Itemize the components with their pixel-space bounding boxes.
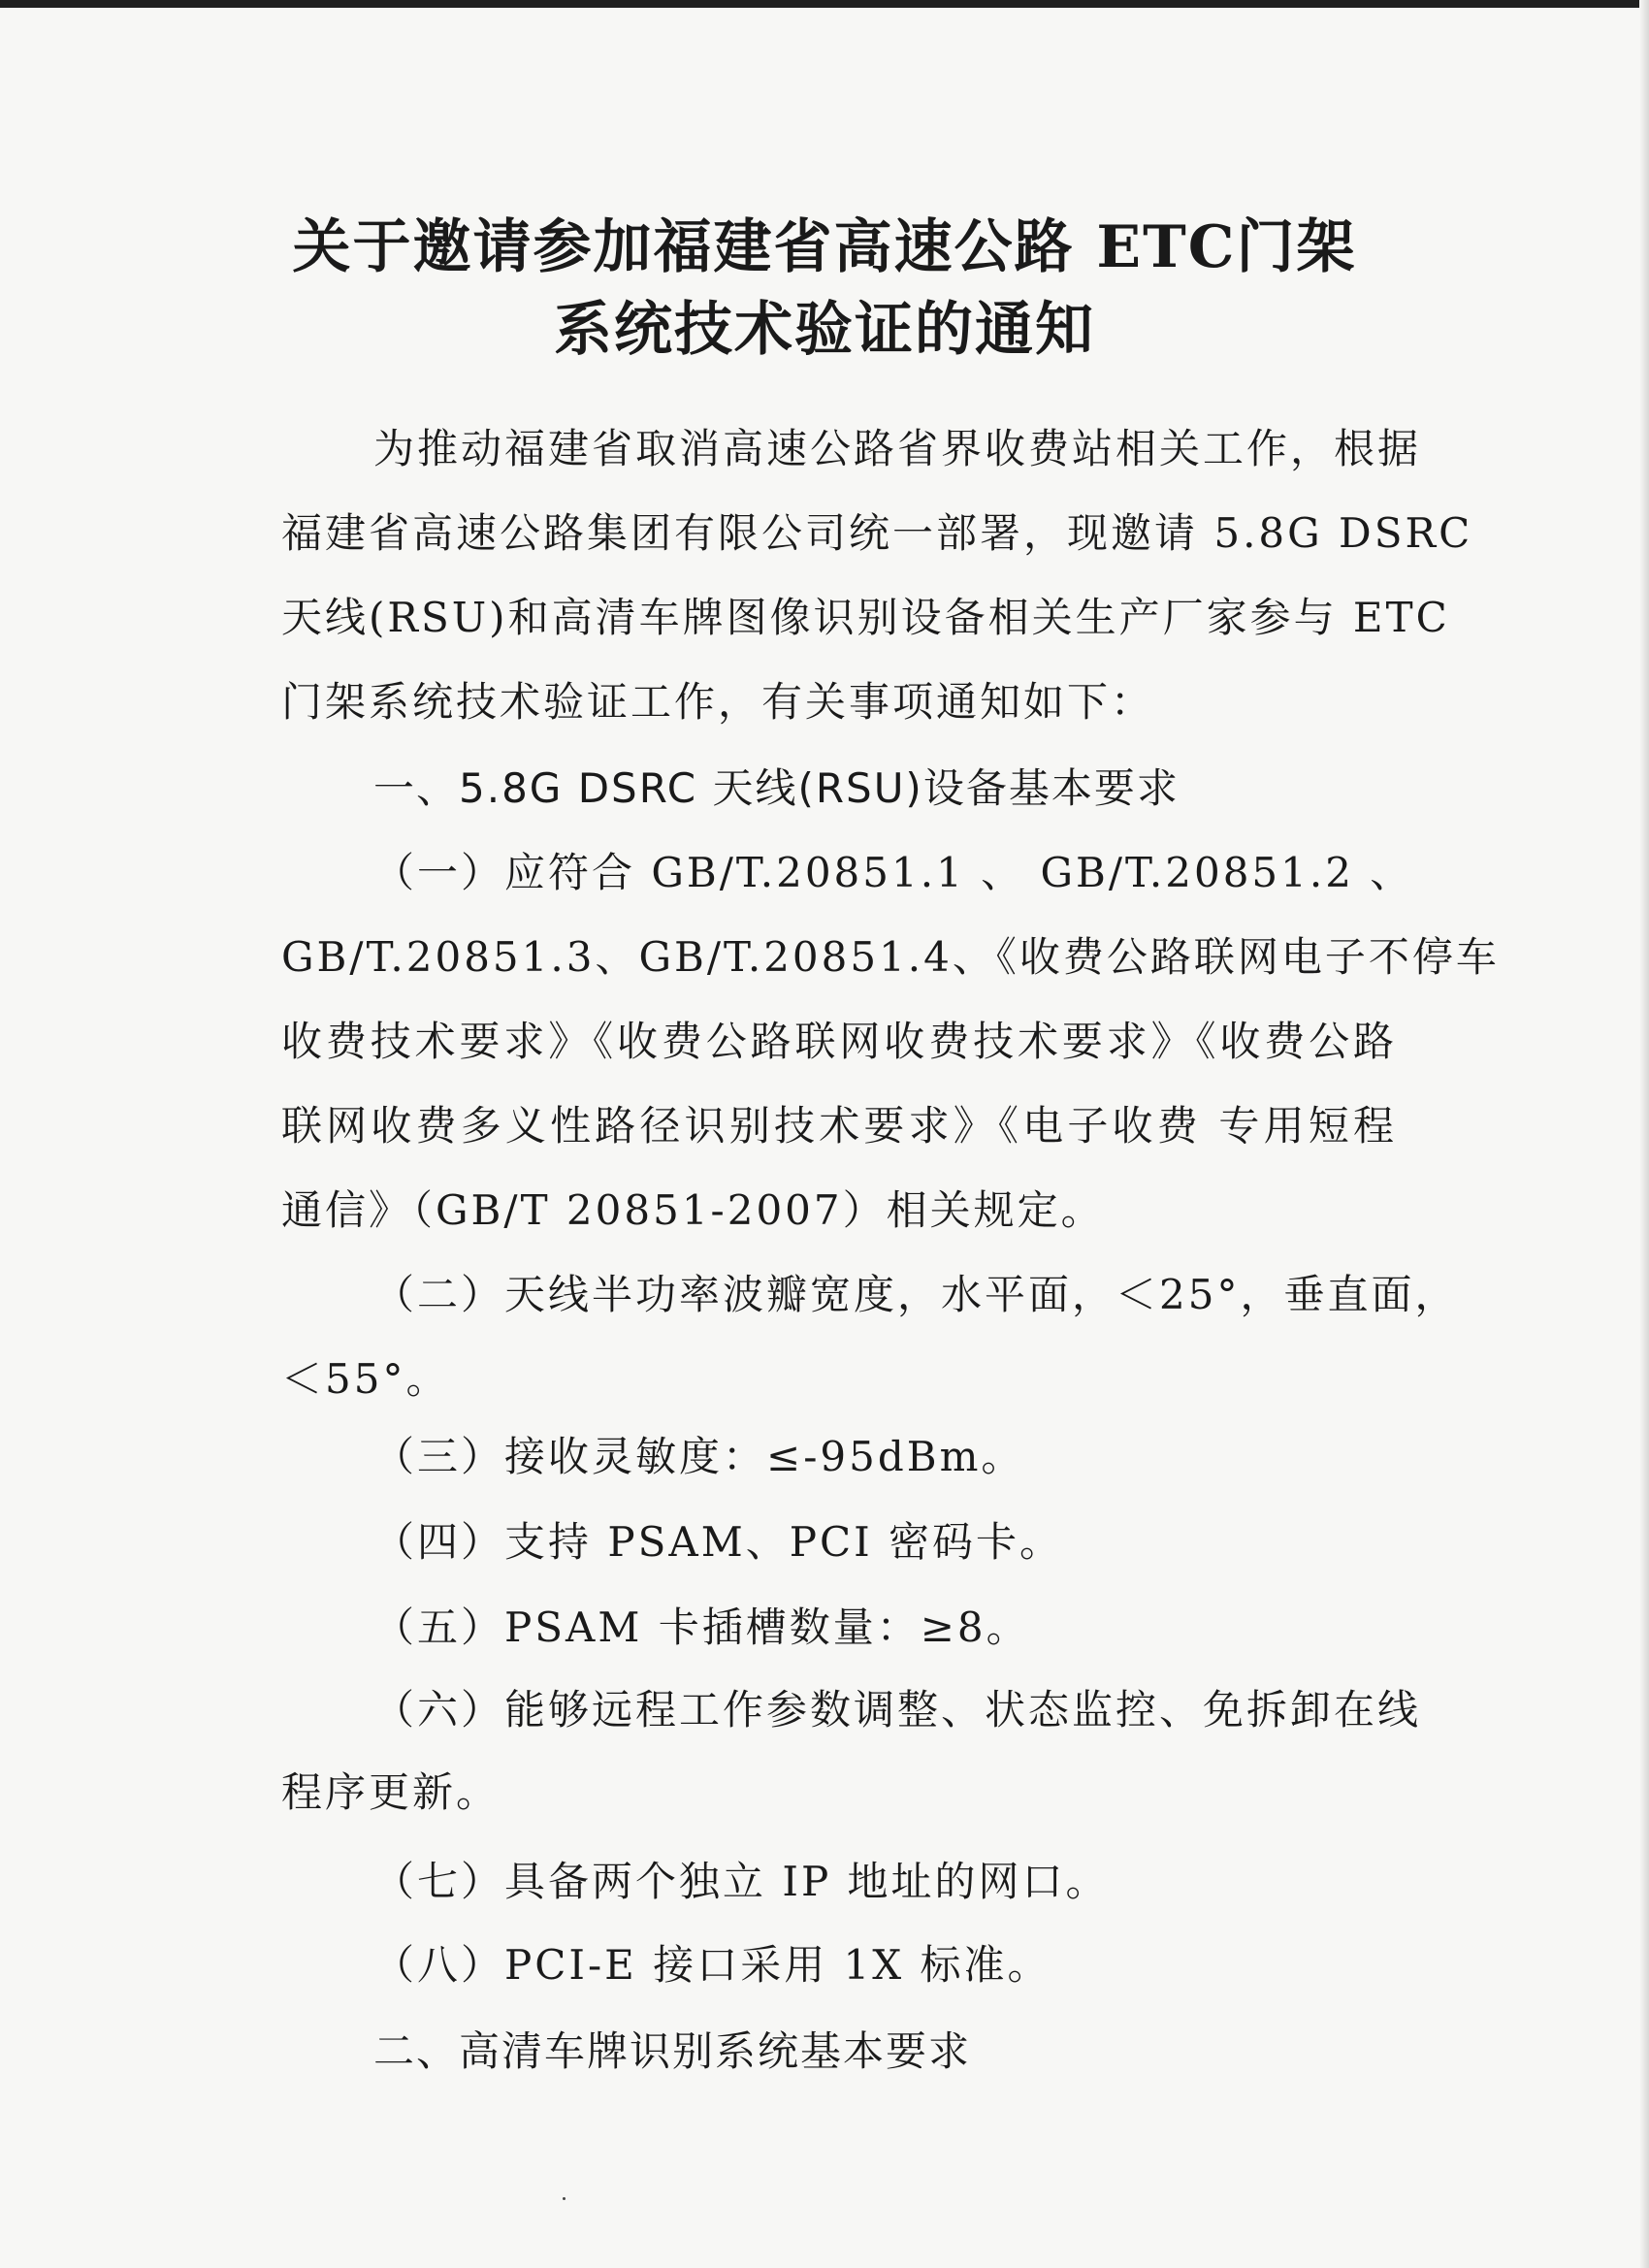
- intro-line: 天线(RSU)和高清车牌图像识别设备相关生产厂家参与 ETC: [281, 594, 1450, 641]
- item1-line: 联网收费多义性路径识别技术要求》《电子收费 专用短程: [281, 1102, 1397, 1150]
- item1-line: 通信》（GB/T 20851-2007）相关规定。: [281, 1186, 1105, 1234]
- item7-line: （七）具备两个独立 IP 地址的网口。: [373, 1858, 1110, 1905]
- document-title-line1: 关于邀请参加福建省高速公路 ETC门架: [292, 213, 1357, 281]
- item2-line: ＜55°。: [281, 1355, 450, 1403]
- item1-line: 收费技术要求》《收费公路联网收费技术要求》《收费公路: [281, 1018, 1397, 1065]
- item3-line: （三）接收灵敏度：≤-95dBm。: [373, 1433, 1025, 1480]
- intro-line: 门架系统技术验证工作，有关事项通知如下：: [281, 678, 1155, 726]
- item2-line: （二）天线半功率波瓣宽度，水平面，＜25°，垂直面，: [373, 1271, 1459, 1318]
- item6-line: 程序更新。: [281, 1768, 501, 1816]
- section1-heading: 一、5.8G DSRC 天线(RSU)设备基本要求: [373, 764, 1180, 812]
- intro-line: 为推动福建省取消高速公路省界收费站相关工作，根据: [373, 425, 1422, 472]
- section2-heading: 二、高清车牌识别系统基本要求: [373, 2027, 972, 2075]
- document-title-line2: 系统技术验证的通知: [554, 296, 1095, 364]
- item6-line: （六）能够远程工作参数调整、状态监控、免拆卸在线: [373, 1686, 1422, 1733]
- scan-dust-mark: [563, 2197, 566, 2200]
- item1-line: GB/T.20851.3、GB/T.20851.4、《收费公路联网电子不停车: [281, 933, 1500, 981]
- item1-line: （一）应符合 GB/T.20851.1 、 GB/T.20851.2 、: [373, 849, 1414, 896]
- item4-line: （四）支持 PSAM、PCI 密码卡。: [373, 1518, 1064, 1566]
- item8-line: （八）PCI-E 接口采用 1X 标准。: [373, 1941, 1051, 1989]
- intro-line: 福建省高速公路集团有限公司统一部署，现邀请 5.8G DSRC: [281, 509, 1473, 557]
- item5-line: （五）PSAM 卡插槽数量：≥8。: [373, 1604, 1030, 1651]
